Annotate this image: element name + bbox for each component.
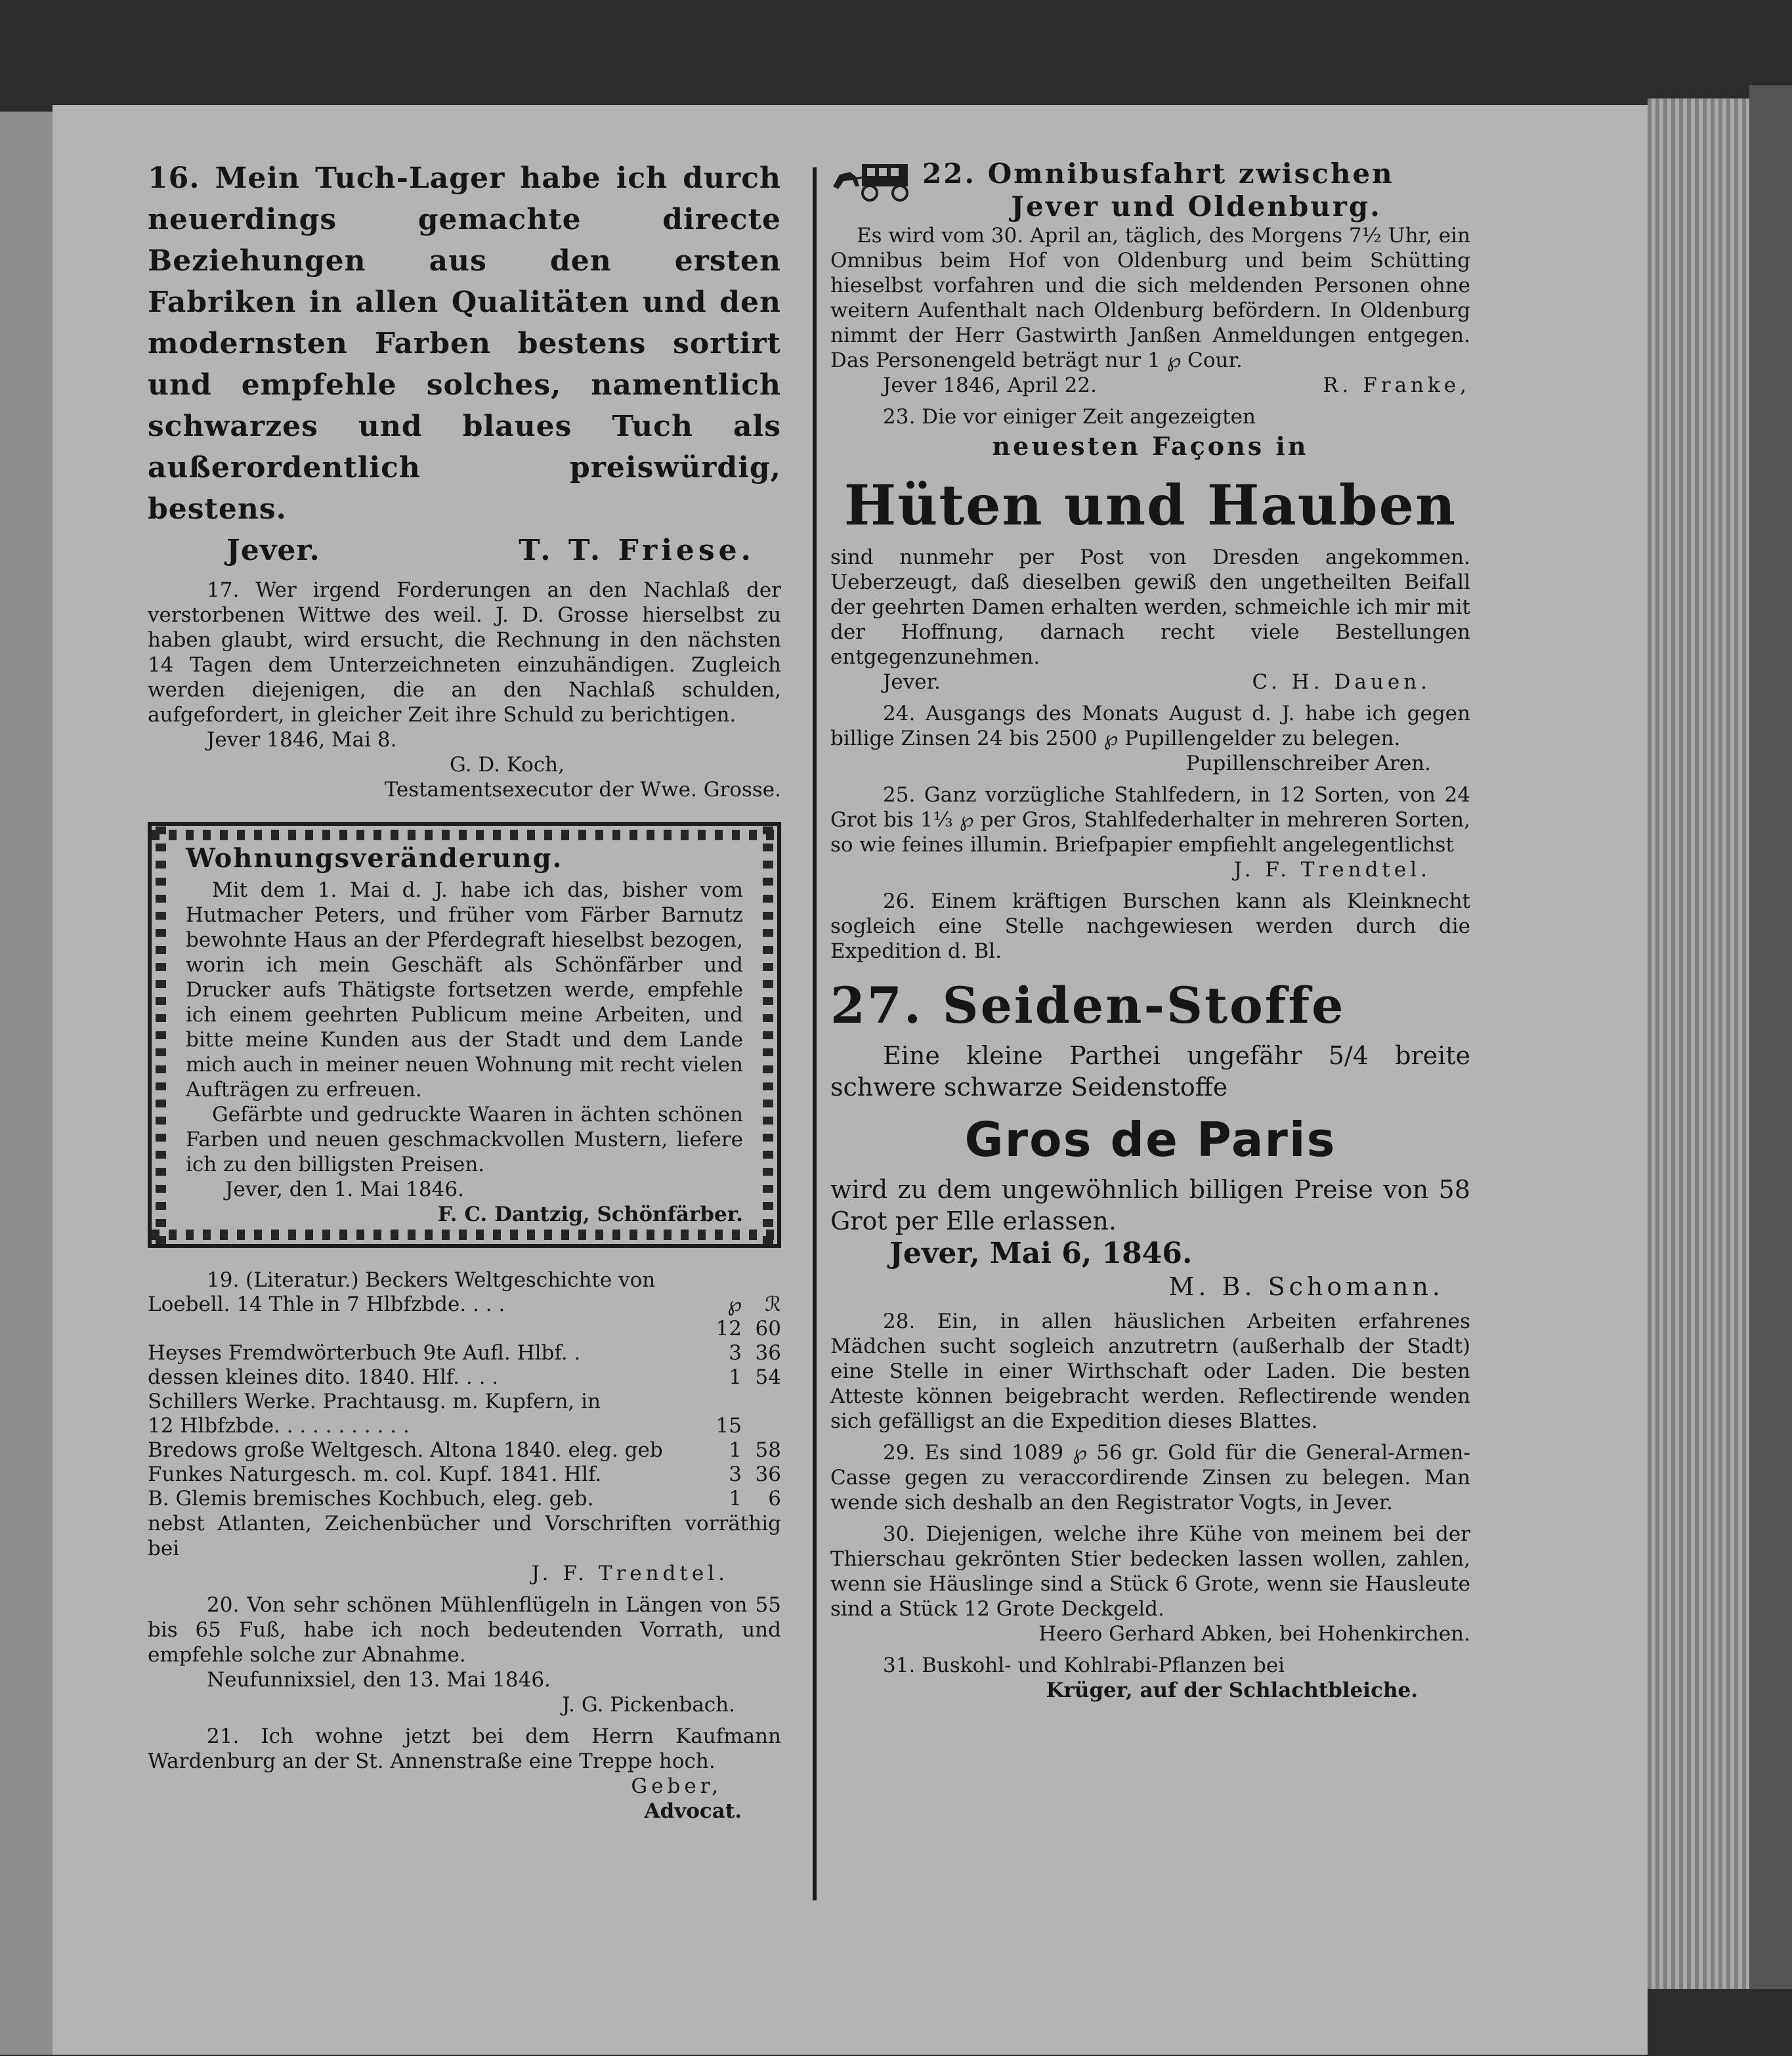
ad-23-text: sind nunmehr per Post von Dresden angekommen. Ueberzeugt, daß dieselben gewiß den ungetheilten Beifall der geehrten Damen erhalten werden, schmeichle ich mir mit der Hoffnung, darnach recht viele Bestellungen entgegenzunehmen. xyxy=(830,546,1470,669)
ad-30 xyxy=(830,1522,1470,1646)
ad-21-signer: Geber, xyxy=(631,1774,722,1798)
ad-16 xyxy=(148,158,781,571)
ad-23-intro: 23. Die vor einiger Zeit angezeigten xyxy=(883,405,1256,429)
ad-22-signer: R. Franke, xyxy=(1323,374,1470,397)
ad-24-signer: Pupillenschreiber Aren. xyxy=(1185,752,1431,775)
book-row: Bredows große Weltgesch. Altona 1840. eleg. geb 1 58 xyxy=(148,1438,781,1462)
ad-25-text: 25. Ganz vorzügliche Stahlfedern, in 12 Sorten, von 24 Grot bis 1⅓ ℘ per Gros, Stahlfederhalter in mehreren Sorten, so wie feines illumin. Briefpapier empfiehlt angelegentlichst xyxy=(830,783,1470,857)
ad-31-text: 31. Buskohl- und Kohlrabi-Pflanzen bei xyxy=(883,1654,1285,1677)
ad-18-text-2: Gefärbte und gedruckte Waaren in ächten schönen Farben und neuen geschmackvollen Mustern, liefere ich zu den billigsten Preisen. xyxy=(186,1103,743,1176)
ad-27-date: Jever, Mai 6, 1846. xyxy=(889,1237,1193,1270)
book-row: Loebell. 14 Thle in 7 Hlbfzbde. . . . ℘ 12 ℛ 60 xyxy=(148,1293,781,1340)
column-rule xyxy=(813,167,817,1900)
ad-28-text: 28. Ein, in allen häuslichen Arbeiten erfahrenes Mädchen sucht sogleich anzutretrn (außerhalb der Stadt) eine Stelle in einer Wirthschaft oder Laden. Die besten Atteste können beigebracht werden. Reflectirende wenden sich gefälligst an die Expedition dieses Blattes. xyxy=(830,1310,1470,1433)
ad-30-signer: Heero Gerhard Abken, bei Hohenkirchen. xyxy=(1038,1622,1470,1646)
ad-31-signer: Krüger, auf der Schlachtbleiche. xyxy=(1046,1679,1418,1702)
book-list xyxy=(148,1293,781,1511)
ad-17-date: Jever 1846, Mai 8. xyxy=(207,728,397,752)
ad-17-role: Testamentsexecutor der Wwe. Grosse. xyxy=(384,778,781,802)
ad-18-text-1: Mit dem 1. Mai d. J. habe ich das, bisher vom Hutmacher Peters, und früher vom Färber Barnutz bewohnte Haus an der Pferdegraft hieselbst bezogen, worin ich mein Geschäft als Schönfärber und Drucker aufs Thätigste fortsetzen werde, empfehle ich einem geehrten Publicum meine Arbeiten, und bitte meine Kunden aus der Stadt und dem Lande mich auch in meiner neuen Wohnung mit recht vielen Aufträgen zu erfreuen. xyxy=(186,878,743,1102)
book-row: dessen kleines dito. 1840. Hlf. . . . 1 54 xyxy=(148,1365,781,1389)
ad-23-line2: neuesten Façons in xyxy=(992,431,1309,461)
ad-25 xyxy=(830,782,1470,882)
ad-27 xyxy=(830,974,1470,1302)
ad-21-text: 21. Ich wohne jetzt bei dem Herrn Kaufmann Wardenburg an der St. Annenstraße eine Treppe hoch. xyxy=(148,1724,781,1773)
ad-17-text: 17. Wer irgend Forderungen an den Nachlaß der verstorbenen Wittwe des weil. J. D. Grosse hierselbst zu haben glaubt, wird ersucht, die Rechnung in den nächsten 14 Tagen dem Unterzeichneten einzuhändigen. Zugleich werden diejenigen, die an den Nachlaß schulden, aufgefordert, in gleicher Zeit ihre Schuld zu berichtigen. xyxy=(148,578,781,727)
ad-23-headline: Hüten und Hauben xyxy=(843,473,1457,538)
ad-17 xyxy=(148,578,781,802)
ad-16-signer: T. T. Friese. xyxy=(519,534,755,567)
ad-16-place: Jever. xyxy=(226,534,320,567)
ad-23-signer: C. H. Dauen. xyxy=(1252,670,1431,694)
ad-27-signer: M. B. Schomann. xyxy=(1168,1272,1444,1301)
ad-27-gros-de-paris: Gros de Paris xyxy=(964,1112,1336,1167)
ad-24 xyxy=(830,701,1470,776)
ad-20 xyxy=(148,1593,781,1717)
book-row: Schillers Werke. Prachtausg. m. Kupfern, in xyxy=(148,1390,601,1413)
ad-23-place: Jever. xyxy=(883,670,941,694)
book-row: 12 Hlbfzbde. . . . . . . . . . . 15 xyxy=(148,1414,742,1438)
ad-22-title: 22. Omnibusfahrt zwischen xyxy=(922,158,1394,190)
left-column xyxy=(148,158,781,1824)
ad-18-date: Jever, den 1. Mai 1846. xyxy=(225,1178,464,1201)
ad-29-text: 29. Es sind 1089 ℘ 56 gr. Gold für die General-Armen-Casse gegen zu veraccordirende Zinsen zu belegen. Man wende sich deshalb an den Registrator Vogts, in Jever. xyxy=(830,1441,1470,1514)
ad-26-text: 26. Einem kräftigen Burschen kann als Kleinknecht sogleich eine Stelle nachgewiesen werden durch die Expedition d. Bl. xyxy=(830,889,1470,963)
ad-26 xyxy=(830,889,1470,964)
book-page-edges xyxy=(1648,98,1749,1989)
ad-19-outro: nebst Atlanten, Zeichenbücher und Vorschriften vorräthig bei xyxy=(148,1512,781,1560)
ad-22-date: Jever 1846, April 22. xyxy=(883,374,1097,397)
facing-page-edge xyxy=(0,112,53,2055)
ad-20-text: 20. Von sehr schönen Mühlenflügeln in Längen von 55 bis 65 Fuß, habe ich noch bedeutenden Vorrath, und empfehle solche zur Abnahme. xyxy=(148,1593,781,1667)
ad-28 xyxy=(830,1309,1470,1434)
ad-21 xyxy=(148,1724,781,1824)
ad-24-text: 24. Ausgangs des Monats August d. J. habe ich gegen billige Zinsen 24 bis 2500 ℘ Pupillengelder zu belegen. xyxy=(830,702,1470,750)
ad-27-line2: wird zu dem ungewöhnlich billigen Preise von 58 Grot per Elle erlassen. xyxy=(830,1175,1470,1235)
ad-18-signer: F. C. Dantzig, Schönfärber. xyxy=(437,1203,743,1226)
omnibus-carriage-icon xyxy=(830,158,916,203)
ad-30-text: 30. Diejenigen, welche ihre Kühe von meinem bei der Thierschau gekrönten Stier bedecken lassen wollen, zahlen, wenn sie Häuslinge sind a Stück 6 Grote, wenn sie Hausleute sind a Stück 12 Grote Deckgeld. xyxy=(830,1522,1470,1621)
ad-19 xyxy=(148,1268,781,1586)
ad-29 xyxy=(830,1440,1470,1515)
ad-21-role: Advocat. xyxy=(644,1799,742,1823)
book-row: Heyses Fremdwörterbuch 9te Aufl. Hlbf. . 3 36 xyxy=(148,1341,781,1365)
ad-27-line1: Eine kleine Parthei ungefähr 5/4 breite schwere schwarze Seidenstoffe xyxy=(830,1041,1470,1102)
book-row: B. Glemis bremisches Kochbuch, eleg. geb. 1 6 xyxy=(148,1487,781,1510)
ad-16-text: 16. Mein Tuch-Lager habe ich durch neuerdings gemachte directe Beziehungen aus den ersten Fabriken in allen Qualitäten und den modernsten Farben bestens sortirt und empfehle solches, namentlich schwarzes und blaues Tuch als außerordentlich preiswürdig, bestens. xyxy=(148,161,781,526)
ad-18-bordered-box xyxy=(148,822,781,1248)
ad-22-text: Es wird vom 30. April an, täglich, des Morgens 7½ Uhr, ein Omnibus beim Hof von Oldenburg und beim Schütting hieselbst vorfahren und die sich meldenden Personen ohne weitern Aufenthalt nach Oldenburg befördern. In Oldenburg nimmt der Herr Gastwirth Janßen Anmeldungen entgegen. Das Personengeld beträgt nur 1 ℘ Cour. xyxy=(830,224,1470,372)
ad-22 xyxy=(830,158,1470,398)
ad-18-title: Wohnungsveränderung. xyxy=(186,843,563,874)
ad-20-date: Neufunnixsiel, den 13. Mai 1846. xyxy=(207,1668,551,1692)
ad-19-signer: J. F. Trendtel. xyxy=(531,1562,729,1585)
ad-27-headline: 27. Seiden-Stoffe xyxy=(830,976,1346,1035)
ad-17-signer: G. D. Koch, xyxy=(450,753,565,777)
ad-23 xyxy=(830,404,1470,695)
ad-19-intro: 19. (Literatur.) Beckers Weltgeschichte von xyxy=(207,1268,656,1292)
ad-20-signer: J. G. Pickenbach. xyxy=(562,1693,735,1717)
book-spine xyxy=(1749,85,1792,1989)
book-row: Funkes Naturgesch. m. col. Kupf. 1841. Hlf. 3 36 xyxy=(148,1463,781,1486)
right-column xyxy=(830,158,1470,1703)
ad-25-signer: J. F. Trendtel. xyxy=(1233,858,1431,882)
ad-31 xyxy=(830,1653,1470,1703)
ad-22-subtitle: Jever und Oldenburg. xyxy=(1011,190,1382,223)
